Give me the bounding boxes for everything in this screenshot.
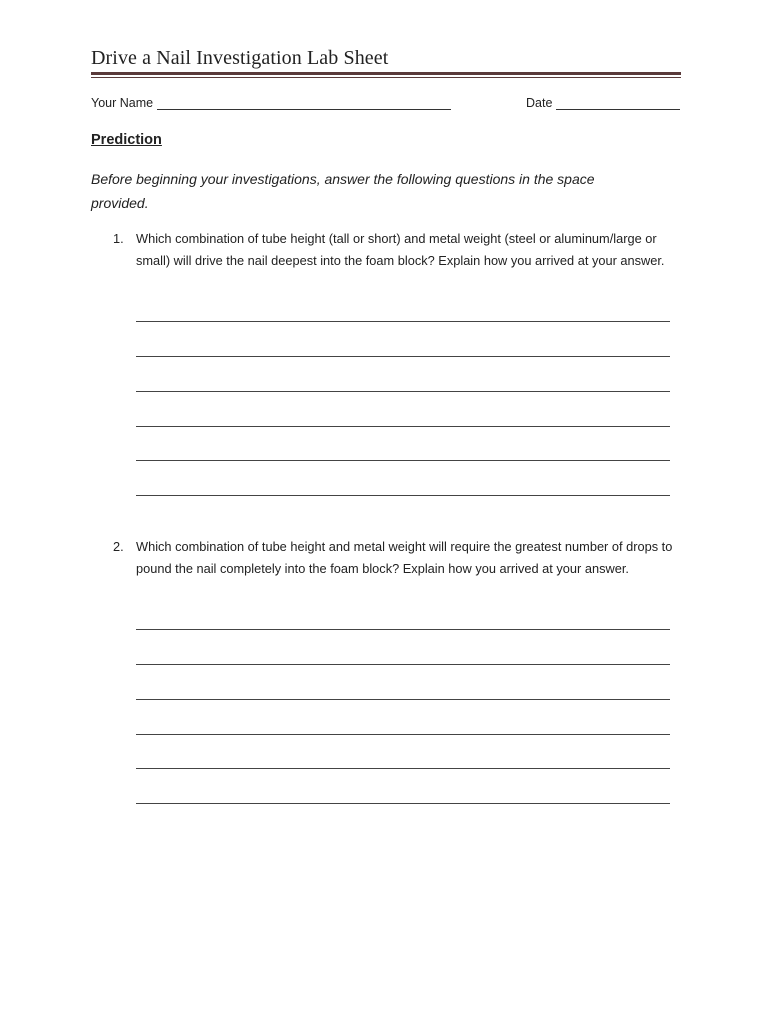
answer-line[interactable] [136,629,670,630]
question-2 [113,536,683,580]
question-number: 1. [113,231,124,246]
title-divider-thin [91,77,681,78]
name-field[interactable] [157,96,451,110]
date-label: Date [526,96,553,110]
date-field[interactable] [556,96,680,110]
section-heading: Prediction [91,132,162,148]
title-divider [91,72,681,75]
page-title: Drive a Nail Investigation Lab Sheet [91,47,389,69]
question-number: 2. [113,539,124,554]
answer-line[interactable] [136,803,670,804]
answer-line[interactable] [136,664,670,665]
section-intro: Before beginning your investigations, answer the following questions in the space provided. [91,171,595,211]
name-field-row [91,96,451,110]
answer-line[interactable] [136,768,670,769]
date-field-row [526,96,680,110]
question-1 [113,228,683,272]
answer-line[interactable] [136,460,670,461]
answer-line[interactable] [136,699,670,700]
answer-line[interactable] [136,734,670,735]
answer-line[interactable] [136,321,670,322]
question-text: Which combination of tube height (tall or short) and metal weight (steel or aluminum/large or small) will drive the nail deepest into the foam block? Explain how you arrived at your answer. [136,231,665,268]
answer-line[interactable] [136,495,670,496]
question-text: Which combination of tube height and metal weight will require the greatest number of drops to pound the nail completely into the foam block? Explain how you arrived at your answer. [136,539,673,576]
answer-line[interactable] [136,391,670,392]
name-label: Your Name [91,96,154,110]
answer-line[interactable] [136,356,670,357]
answer-line[interactable] [136,426,670,427]
